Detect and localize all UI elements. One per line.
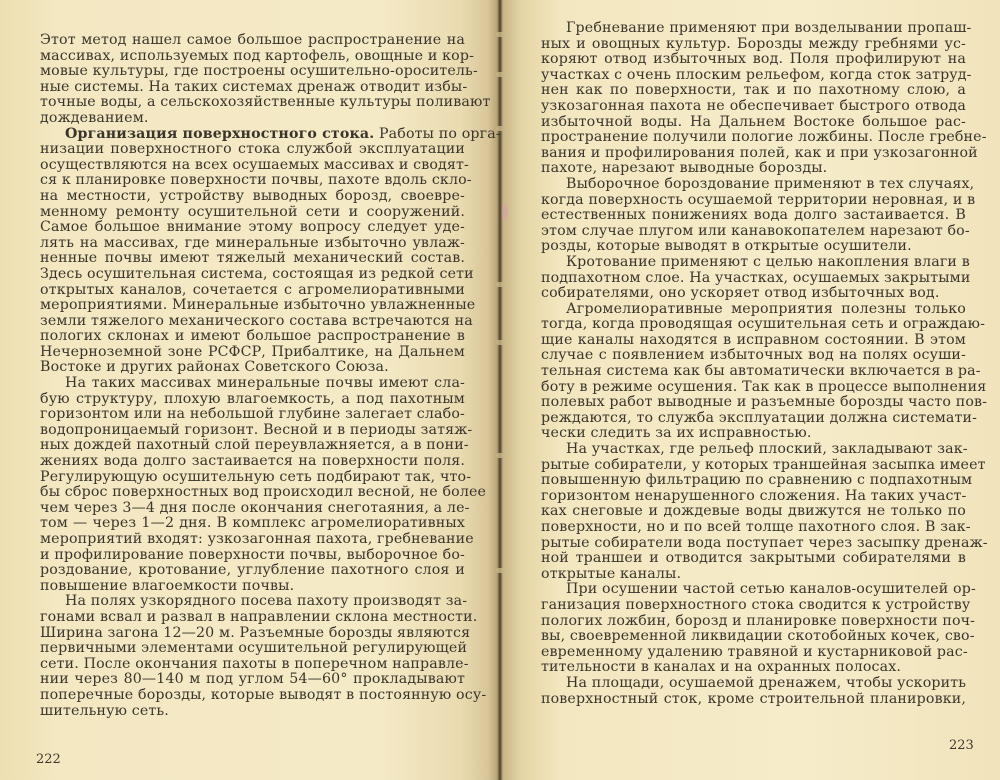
text-line: собирателями, оно ускоряет отвод избыточных вод.: [541, 285, 940, 302]
text-line: чем через 3—4 дня после окончания снеготаяния, а ле-: [40, 499, 470, 516]
text-line: Агромелиоративные мероприятия полезны только: [566, 300, 966, 317]
paragraph-surface-runoff: [40, 125, 501, 377]
text-line: тогда, когда проводящая осушительная сеть и ограждаю-: [541, 316, 986, 333]
text-line: открытых каналов, сочетается с агромелиоративными: [40, 281, 465, 298]
text-line: поперечные борозды, которые выводят в постоянную осу-: [40, 686, 487, 703]
text-line: подпахотном слое. На участках, осушаемых закрытыми: [541, 269, 971, 286]
text-line: Гребневание применяют при возделывании пропаш-: [566, 20, 972, 36]
paragraph-mole-drainage: [541, 253, 971, 302]
text-line: нии через 80—140 м под углом 54—60° прокладывают: [40, 671, 465, 688]
paragraph-dense-canals: [541, 581, 976, 676]
text-line: избыточной воды. На Дальнем Востоке большое рас-: [541, 113, 966, 130]
left-page: [0, 0, 499, 780]
paragraph-narrow-row-plowing: [40, 593, 487, 719]
text-line: [40, 125, 501, 143]
text-line: Востоке и других районах Советского Союза.: [40, 359, 389, 376]
paragraph-closed-collectors: [541, 441, 988, 582]
text-line: бы сброс поверхностных вод происходил весной, не более: [40, 484, 487, 501]
text-line: повышенную фильтрацию по сравнению с подпахотным: [541, 472, 973, 489]
section-heading: Организация поверхностного стока.: [65, 125, 375, 142]
text-line: ках снеговые и дождевые воды движутся не только по: [541, 503, 966, 520]
text-line: На полях узкорядного посева пахоту производят за-: [65, 593, 468, 610]
text-line: мероприятиями. Минеральные избыточно увлажненные: [40, 297, 476, 314]
text-line: мероприятий входят: узкозагонная пахота, гребневание: [40, 531, 474, 547]
text-line: естественных понижениях вода долго застаивается. В: [541, 207, 966, 224]
text-line: нен как по поверхности, так и по пахотному слою, а: [541, 82, 966, 99]
text-line: водопроницаемый горизонт. Весной и в периоды затяж-: [40, 421, 473, 438]
text-line: рытые собиратели, у которых траншейная засыпка имеет: [541, 456, 986, 473]
text-line: рытые собиратели вода поступает через засыпку дренаж-: [541, 534, 988, 551]
text-line: шительную сеть.: [40, 702, 169, 719]
text-line: евременному удалению травяной и кустарниковой рас-: [541, 643, 968, 660]
text-line: боту в режиме осушения. Так как в процессе выполнения: [541, 378, 987, 395]
paragraph-method: [40, 32, 491, 127]
text-line: При осушении частой сетью каналов-осушителей ор-: [566, 581, 976, 598]
text-line: ных и овощных культур. Борозды между гребнями ус-: [541, 35, 966, 52]
text-line: ся к планировке поверхности почвы, пахоте вдоль скло-: [40, 172, 472, 189]
text-line: когда поверхность осушаемой территории неровная, и в: [541, 191, 976, 208]
text-line: реждаются, то служба эксплуатации должна системати-: [541, 409, 978, 426]
text-line: поверхностный сток, кроме строительной планировки,: [541, 690, 966, 707]
text-line: узкозагонная пахота не обеспечивает быстрого отвода: [541, 97, 966, 114]
text-line: На таких массивах минеральные почвы имеют сла-: [65, 375, 465, 392]
page-number-left: 222: [36, 752, 61, 767]
text-line: пахоте, нарезают выводные борозды.: [541, 160, 828, 177]
text-line: менному ремонту осушительной сети и сооружений.: [40, 203, 465, 220]
text-line: земли тяжелого механического состава встречаются на: [40, 312, 473, 329]
text-line: Регулирующую осушительную сеть подбирают так, что-: [40, 468, 472, 485]
text-line: жениях вода долго застаивается на поверхности поля.: [40, 453, 465, 470]
text-line: повышение влагоемкости почвы.: [40, 577, 295, 594]
text-line: точные воды, а сельскохозяйственные культуры поливают: [40, 94, 491, 111]
text-line: пространение получили пологие ложбины. После гребне-: [541, 129, 987, 146]
text-line: открытые каналы.: [541, 565, 682, 582]
text-line: розды, которые выводят в открытые осушители.: [541, 238, 912, 255]
text-fragment: Работы по орга-: [374, 125, 501, 142]
text-line: тельная система как бы автоматически включается в ра-: [541, 363, 981, 380]
paragraph-soil-structure: [40, 375, 487, 594]
text-line: ной траншеи и отводится закрытыми собирателями в: [541, 550, 966, 567]
text-line: ных дождей пахотный слой переувлажняется, а в пони-: [40, 437, 469, 454]
text-line: Самое большое внимание этому вопросу следует уде-: [40, 219, 465, 236]
text-line: Нечерноземной зоне РСФСР, Прибалтике, на Дальнем: [40, 343, 465, 360]
text-line: первичными элементами осушительной регулирующей: [40, 640, 468, 657]
text-line: лять на массивах, где минеральные избыточно увлаж-: [40, 234, 465, 251]
text-line: горизонтом ненарушенного сложения. На таких участ-: [541, 487, 967, 504]
text-line: ненные почвы имеют тяжелый механический состав.: [40, 250, 465, 267]
text-line: случае с появлением избыточных вод на полях осуши-: [541, 347, 966, 364]
right-page: [501, 0, 1000, 780]
text-line: Кротование применяют с целью накопления влаги в: [566, 253, 970, 270]
text-line: этом случае плугом или канавокопателем нарезают бо-: [541, 222, 970, 239]
text-line: вания и профилирования полей, как и при узкозагонной: [541, 144, 978, 161]
text-line: вы, своевременной ликвидации скотобойных кочек, сво-: [541, 628, 975, 645]
paragraph-agro-measures: [541, 300, 988, 442]
text-line: полевых работ выводные и разъемные борозды часто пов-: [541, 394, 988, 411]
text-line: ные системы. На таких системах дренаж отводит избы-: [40, 78, 468, 95]
text-line: и профилирование поверхности почвы, выборочное бо-: [40, 546, 465, 563]
text-line: поверхности, но и по всей толще пахотного слоя. В зак-: [541, 519, 971, 535]
text-line: чески следить за их исправностью.: [541, 425, 812, 442]
text-line: пологих склонах и имеют большое распространение в: [40, 328, 465, 345]
left-page-text: [40, 32, 501, 719]
text-line: Этот метод нашел самое большое распространение на: [40, 32, 465, 48]
text-line: гонами всвал и развал в направлении склона местности.: [40, 608, 478, 625]
text-line: Ширина загона 12—20 м. Разъемные борозды являются: [40, 624, 471, 641]
text-line: Выборочное бороздование применяют в тех случаях,: [566, 175, 975, 192]
text-line: роздование, кротование, углубление пахотного слоя и: [40, 562, 465, 579]
text-line: массивах, используемых под картофель, овощные и кор-: [40, 47, 475, 64]
paragraph-drained-area: [541, 676, 966, 707]
text-line: На площади, осушаемой дренажем, чтобы ускорить: [566, 674, 967, 691]
text-line: бую структуру, плохую влагоемкость, а под пахотным: [40, 390, 465, 407]
text-line: коряют отвод избыточных вод. Поля профилируют на: [541, 51, 966, 68]
text-line: На участках, где рельеф плоский, закладывают зак-: [566, 441, 968, 458]
text-line: пологих ложбин, борозд и планировке поверхности поч-: [541, 612, 976, 629]
text-line: на местности, устройству выводных борозд, своевре-: [40, 187, 465, 204]
page-number-right: 223: [949, 738, 974, 753]
text-line: дождеванием.: [40, 109, 149, 126]
text-line: том — через 1—2 дня. В комплекс агромелиоративных: [40, 515, 465, 532]
text-line: щие каналы находятся в исправном состоянии. В этом: [541, 331, 966, 348]
text-line: участках с очень плоским рельефом, когда сток затруд-: [541, 66, 972, 83]
paragraph-ridging: [541, 20, 987, 177]
text-line: тительности в каналах и на охранных полосах.: [541, 659, 902, 676]
text-line: горизонтом или на небольшой глубине залегает слабо-: [40, 406, 465, 423]
text-line: ганизация поверхностного стока сводится к устройству: [541, 596, 971, 613]
paragraph-selective-furrowing: [541, 175, 976, 255]
right-page-text: [541, 20, 988, 707]
text-line: Здесь осушительная система, состоящая из редкой сети: [40, 265, 474, 282]
text-line: сети. После окончания пахоты в поперечном направле-: [40, 655, 469, 672]
text-line: осуществляются на всех осушаемых массивах и сводят-: [40, 156, 469, 173]
text-line: мовые культуры, где построены осушительно-ороситель-: [40, 63, 478, 80]
text-line: низации поверхностного стока службой эксплуатации: [40, 141, 465, 158]
